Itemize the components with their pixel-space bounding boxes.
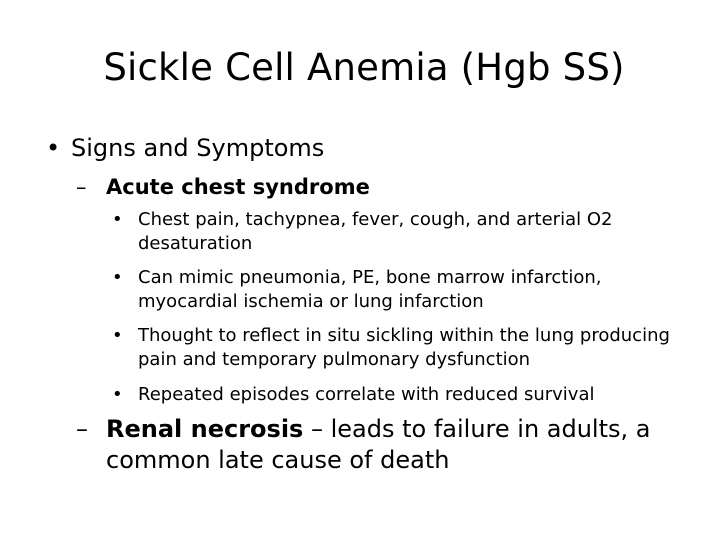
dash-marker: –	[76, 175, 87, 199]
dash-marker: –	[76, 415, 88, 443]
point-text: Chest pain, tachypnea, fever, cough, and arterial O2 desaturation	[138, 209, 613, 254]
point-marker: •	[112, 325, 123, 346]
bullet-text: Signs and Symptoms	[71, 134, 325, 162]
subbullet-body	[106, 414, 666, 476]
subbullet-heading: Renal necrosis	[106, 415, 304, 443]
point-text: Repeated episodes correlate with reduced survival	[138, 384, 595, 405]
bullet-marker: •	[46, 134, 61, 162]
point-marker: •	[112, 267, 123, 288]
point-marker: •	[112, 209, 123, 230]
point-marker: •	[112, 384, 123, 405]
point-text: Thought to reflect in situ sickling within the lung producing pain and temporary pulmonary dysfunction	[138, 325, 670, 370]
slide-title: Sickle Cell Anemia (Hgb SS)	[103, 46, 625, 89]
point-text: Can mimic pneumonia, PE, bone marrow infarction, myocardial ischemia or lung infarction	[138, 267, 602, 312]
subbullet-rest: – leads to failure in adults, a common late cause of death	[106, 415, 651, 474]
subbullet-heading: Acute chest syndrome	[106, 175, 370, 199]
